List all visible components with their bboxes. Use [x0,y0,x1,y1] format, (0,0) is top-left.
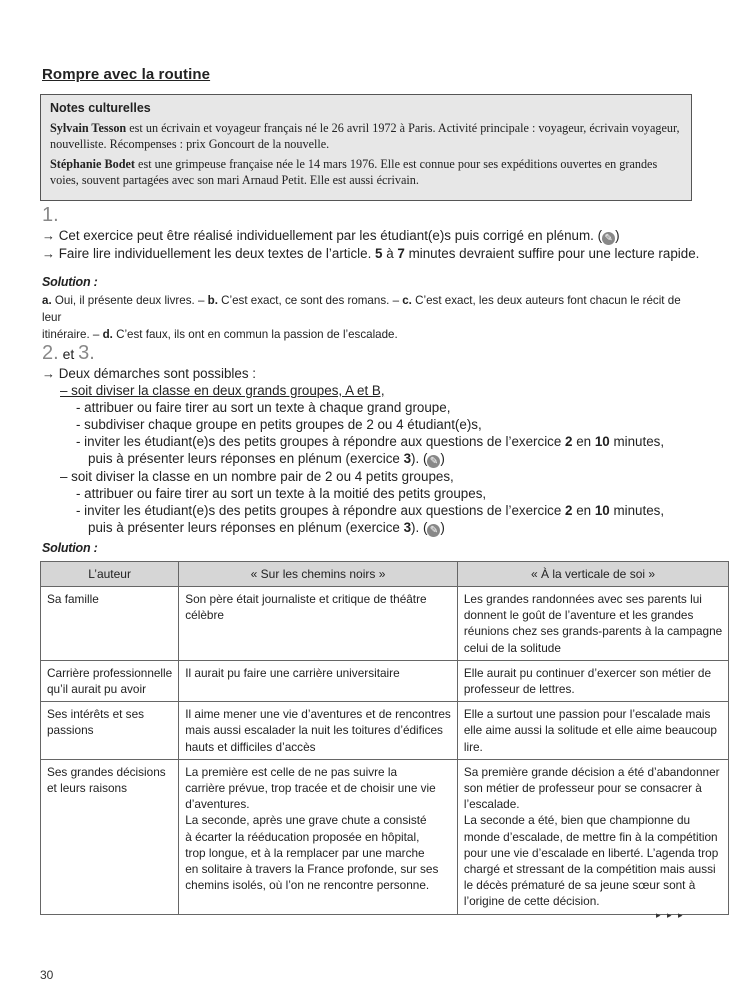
section-number-2: 2. [42,342,59,364]
cell-text-line: La seconde a été, bien que championne du [463,813,691,828]
option-1-item: - subdiviser chaque groupe en petits groupes de 2 ou 4 étudiant(e)s, [76,417,482,432]
answer-text: C’est faux, ils ont en commun la passion de l’escalade. [112,328,398,341]
table-header: « À la verticale de soi » [457,562,728,587]
page-number: 30 [40,968,54,982]
page-title: Rompre avec la routine [42,66,211,83]
cell-text-line: Il aime mener une vie d’aventures et de rencontres [185,707,451,722]
section-1 [42,204,698,262]
table-cell [457,702,728,760]
item-text: ). ( [411,520,428,535]
cell-text-line: mais aussi escalader la nuit les toitures d’édifices [185,723,443,738]
item-text: minutes, [609,503,665,518]
cell-text-line: professeur de lettres. [463,682,575,697]
answer-text: itinéraire. – [42,328,103,341]
option-1-item [42,433,698,450]
answer-letter: c. [402,294,412,307]
instruction-text: Deux démarches sont possibles : [55,366,256,381]
cell-text-line: qu’il aurait pu avoir [47,682,147,697]
notes-name-tesson: Sylvain Tesson [50,121,127,135]
item-text: ). ( [411,451,428,466]
instruction-text: Cet exercice peut être réalisé individuellement par les étudiant(e)s puis corrigé en plénum. ( [55,228,603,243]
table-row [41,660,729,701]
bold-number: 10 [594,434,610,449]
table-header-row [41,562,729,587]
notes-paragraph-bodet [50,156,682,188]
pen-icon: ✎ [427,455,440,468]
item-text: en [572,434,595,449]
item-text: en [572,503,595,518]
cell-text-line: réunions chez ses grands-parents à la campagne [463,624,723,639]
bold-number: 3 [403,451,412,466]
item-text: - inviter les étudiant(e)s des petits groupes à répondre aux questions de l’exercice [76,434,566,449]
solution-label: Solution : [42,541,98,555]
instruction-line [42,365,698,382]
answer-letter: b. [207,294,218,307]
table-row [41,759,729,914]
cell-text-line: Elle aurait pu continuer d’exercer son métier de [463,665,712,680]
notes-text: est une grimpeuse française née le 14 mars 1976. Elle est connue pour ses expéditions ouvertes en grandes [135,157,658,171]
section-number [42,342,698,365]
table-cell [179,660,458,701]
instruction-text: à [382,246,398,261]
cell-text-line: Son père était journaliste et critique de théâtre [185,592,427,606]
option-text: – soit diviser la classe en deux grands groupes, A et B, [60,383,385,398]
option-1-item-cont [42,450,698,468]
notes-text: nouvelliste. Récompenses : prix Goncourt de la nouvelle. [50,137,330,151]
cell-text-line: Sa première grande décision a été d’abandonner [463,764,720,779]
cell-text-line: en solitaire à travers la France profonde, sur ses [185,862,439,877]
section-number-join: et [58,346,79,362]
cell-text-line: à écarter la rééducation proposée en hôpital, [185,829,420,844]
table-cell [179,702,458,760]
table-cell [457,660,728,701]
answer-text: C’est exact, ce sont des romans. – [217,294,403,307]
cell-text-line: trop longue, et à la remplacer par une marche [185,845,425,860]
table-cell [41,660,179,701]
cultural-notes-box [40,94,692,201]
solution-label: Solution : [42,275,98,289]
cell-text-line: monde d’escalade, de mettre fin à la compétition [463,829,718,844]
notes-paragraph-tesson [50,120,682,152]
item-text: ) [440,451,445,466]
cell-text-line: célèbre [185,608,224,623]
table-row [41,702,729,760]
table-cell [41,759,179,914]
option-2-item [42,502,698,519]
bold-number: 10 [594,503,610,518]
cell-text-line: Sa famille [47,592,99,606]
option-1-item: - attribuer ou faire tirer au sort un texte à chaque grand groupe, [76,400,451,415]
solution-1 [42,275,696,343]
cell-text-line: pour une vie d’escalade en liberté. L’agenda trop [463,845,719,860]
answer-text: Oui, il présente deux livres. – [51,294,208,307]
cell-text-line: Il aurait pu faire une carrière universitaire [185,665,400,680]
section-2-3 [42,342,698,537]
cell-text-line: chemins isolés, où l’on ne rencontre personne. [185,878,430,893]
option-1 [42,382,698,399]
table-cell [457,759,728,914]
pen-icon: ✎ [602,232,615,245]
cell-text-line: donnent le goût de l’aventure et les grandes [463,608,694,623]
cell-text-line: et leurs raisons [47,781,127,796]
answer-letter: d. [102,328,113,341]
section-number-3: 3. [78,342,95,364]
item-text: minutes, [609,434,665,449]
bold-number: 3 [403,520,412,535]
cell-text-line: La seconde, après une grave chute a consisté [185,813,427,828]
table-header: « Sur les chemins noirs » [179,562,458,587]
item-text: ) [440,520,445,535]
option-2-item: - attribuer ou faire tirer au sort un texte à la moitié des petits groupes, [76,486,487,501]
bold-number: 2 [565,503,573,518]
notes-text: est un écrivain et voyageur français né le 26 avril 1972 à Paris. Activité principale : voyageur, écrivain voyageur, [126,121,680,135]
arrow-icon: → [42,228,55,243]
continue-arrows-icon: ▸ ▸ ▸ [656,910,685,920]
pen-icon: ✎ [427,524,440,537]
answer-letter: a. [42,294,52,307]
cell-text-line: le décès prématuré de sa jeune sœur sont à [463,878,696,893]
cell-text-line: carrière prévue, trop tracée et de choisir une vie [185,781,436,796]
notes-name-bodet: Stéphanie Bodet [50,157,135,171]
table-cell [457,587,728,661]
table-cell [41,587,179,661]
answer-text: C’est exact, les deux auteurs font chacun le récit de leur [42,294,681,324]
table-cell [41,702,179,760]
cell-text-line: Ses grandes décisions [47,764,166,779]
arrow-icon: → [42,246,55,261]
cell-text-line: hauts et difficiles d’accès [185,739,316,754]
table-header: L’auteur [41,562,179,587]
cell-text-line: elle aime aussi la solitude et elle aime beaucoup [463,723,717,738]
instruction-line [42,245,698,262]
item-text: puis à présenter leurs réponses en plénum (exercice [88,520,404,535]
cell-text-line: l’origine de cette décision. [463,894,600,909]
arrow-icon: → [42,366,55,381]
bold-number: 2 [565,434,573,449]
instruction-text: minutes devraient suffire pour une lecture rapide. [404,246,700,261]
cell-text-line: son métier de professeur pour se consacrer à [463,781,702,796]
table-cell [179,587,458,661]
table-cell [179,759,458,914]
instruction-text: ) [615,228,620,243]
instruction-line [42,227,698,245]
instruction-text: Faire lire individuellement les deux textes de l’article. [55,246,376,261]
notes-text: voies, souvent partagées avec son mari Arnaud Petit. Elle est aussi écrivain. [50,173,419,187]
cell-text-line: d’aventures. [185,797,250,812]
cell-text-line: chargé et stressant de la compétition mais aussi [463,862,716,877]
option-2: – soit diviser la classe en un nombre pair de 2 ou 4 petits groupes, [60,469,454,484]
solution-text [42,292,696,343]
table-row [41,587,729,661]
cell-text-line: Elle a surtout une passion pour l’escalade mais [463,707,711,722]
cell-text-line: La première est celle de ne pas suivre la [185,764,398,779]
cell-text-line: Les grandes randonnées avec ses parents lui [463,592,702,606]
solution-table [40,561,729,915]
item-text: - inviter les étudiant(e)s des petits groupes à répondre aux questions de l’exercice [76,503,566,518]
cell-text-line: passions [47,723,94,738]
cell-text-line: lire. [463,739,483,754]
bold-number: 7 [397,246,405,261]
option-2-item-cont [42,519,698,537]
bold-number: 5 [375,246,383,261]
cell-text-line: Carrière professionnelle [47,665,173,680]
cell-text-line: l’escalade. [463,797,520,812]
section-number: 1. [42,204,59,226]
cell-text-line: celui de la solitude [463,640,561,655]
notes-heading: Notes culturelles [50,101,151,115]
item-text: puis à présenter leurs réponses en plénum (exercice [88,451,404,466]
cell-text-line: Ses intérêts et ses [47,707,145,722]
